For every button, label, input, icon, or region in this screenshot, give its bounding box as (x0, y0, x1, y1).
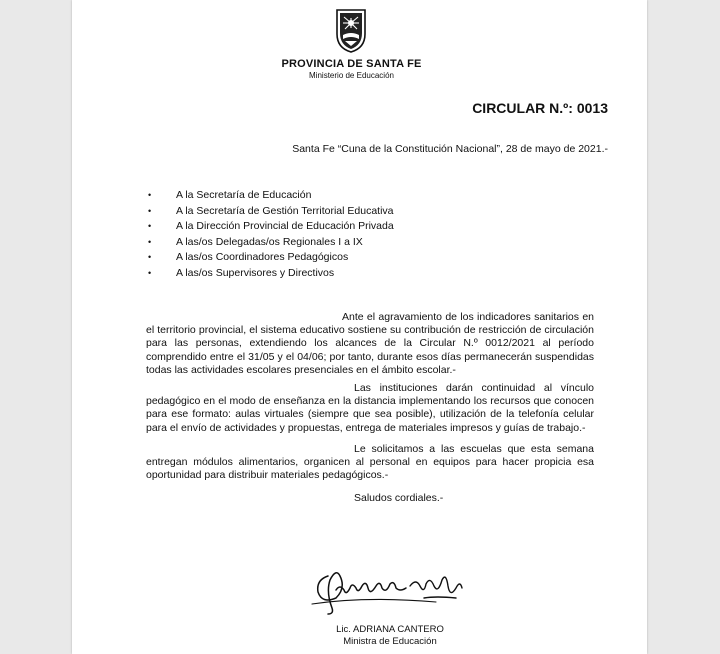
bullet-icon: • (148, 252, 152, 262)
bullet-icon: • (148, 205, 152, 216)
recipients-list (148, 188, 394, 281)
list-item: • A las/os Delegadas/os Regionales I a IX (148, 235, 394, 251)
list-item: • A la Secretaría de Educación (148, 188, 394, 204)
list-item: • A las/os Coordinadores Pedagógicos (148, 250, 394, 266)
body-paragraph: Le solicitamos a las escuelas que esta semana entregan módulos alimentarios, organicen al personal en equipos para hacer propicia esa oportunidad para distribuir materiales pedagógicos.- (146, 443, 594, 482)
bullet-icon: • (148, 267, 152, 278)
list-item: • A la Dirección Provincial de Educación Privada (148, 219, 394, 235)
signatory-title: Ministra de Educación (343, 636, 437, 647)
closing-greeting: Saludos cordiales.- (354, 492, 444, 504)
handwritten-signature (306, 558, 468, 616)
ministry-name: Ministerio de Educación (309, 71, 394, 80)
place-date: Santa Fe “Cuna de la Constitución Nacional”, 28 de mayo de 2021.- (292, 143, 608, 155)
coat-of-arms-icon (333, 4, 369, 54)
signatory-name: Lic. ADRIANA CANTERO (336, 624, 444, 635)
province-name: PROVINCIA DE SANTA FE (281, 58, 422, 70)
bullet-icon: • (148, 221, 152, 231)
bullet-icon: • (148, 190, 152, 200)
body-paragraph: Ante el agravamiento de los indicadores sanitarios en el territorio provincial, el sistema educativo sostiene su contribución de restricción de circulación para las personas, extendiendo los alcances de la Circular N.º 0012/2021 al período comprendido entre el 31/05 y el 04/06; por tanto, durante esos días permanecerán suspendidas todas las actividades escolares presenciales en el ámbito escolar.- (146, 311, 594, 376)
circular-number: CIRCULAR N.º: 0013 (472, 100, 608, 116)
body-paragraph: Las instituciones darán continuidad al vínculo pedagógico en el modo de enseñanza en la distancia implementando los recursos que conocen para ese formato: aulas virtuales (siempre que sea posible), utilización de la telefonía celular para el envío de actividades y propuestas, entrega de materiales impresos y guías de trabajo.- (146, 382, 594, 434)
list-item: • A la Secretaría de Gestión Territorial Educativa (148, 204, 394, 220)
list-item: • A las/os Supervisores y Directivos (148, 266, 394, 282)
bullet-icon: • (148, 236, 152, 247)
